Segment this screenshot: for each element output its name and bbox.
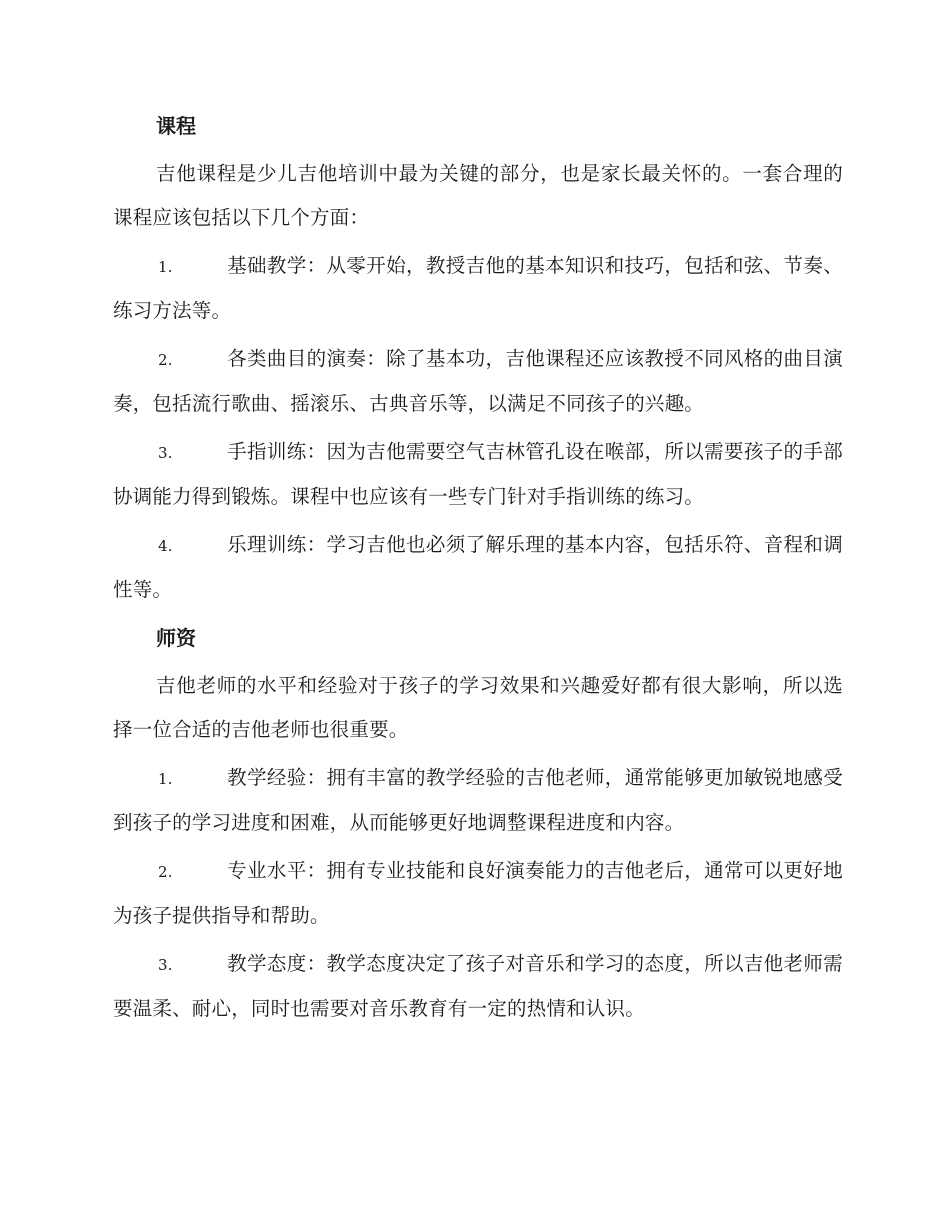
list-number: 1. — [158, 258, 173, 276]
list-number: 3. — [158, 444, 173, 462]
section-intro-teachers: 吉他老师的水平和经验对于孩子的学习效果和兴趣爱好都有很大影响，所以选择一位合适的吉他老师也很重要。 — [113, 674, 843, 741]
list-number: 1. — [158, 770, 173, 788]
list-item-text: 乐理训练：学习吉他也必须了解乐理的基本内容，包括乐符、音程和调性等。 — [113, 533, 843, 601]
list-item — [113, 523, 843, 612]
list-item — [113, 337, 843, 426]
section-intro-curriculum: 吉他课程是少儿吉他培训中最为关键的部分，也是家长最关怀的。一套合理的课程应该包括以下几个方面： — [113, 162, 843, 229]
list-item — [113, 849, 843, 938]
list-number: 2. — [158, 863, 173, 881]
section-heading-teachers: 师资 — [156, 626, 196, 650]
list-item-text: 教学经验：拥有丰富的教学经验的吉他老师，通常能够更加敏锐地感受到孩子的学习进度和困难，从而能够更好地调整课程进度和内容。 — [113, 766, 843, 834]
list-item — [113, 756, 843, 845]
list-item — [113, 244, 843, 333]
section-heading-curriculum: 课程 — [156, 114, 196, 138]
list-item-text: 教学态度：教学态度决定了孩子对音乐和学习的态度，所以吉他老师需要温柔、耐心，同时也需要对音乐教育有一定的热情和认识。 — [113, 952, 843, 1020]
list-item-text: 手指训练：因为吉他需要空气吉林管孔设在喉部，所以需要孩子的手部协调能力得到锻炼。课程中也应该有一些专门针对手指训练的练习。 — [113, 440, 843, 508]
list-item — [113, 942, 843, 1031]
document-body — [113, 104, 843, 1035]
list-item-text: 专业水平：拥有专业技能和良好演奏能力的吉他老后，通常可以更好地为孩子提供指导和帮助。 — [113, 859, 843, 927]
list-item — [113, 430, 843, 519]
list-number: 2. — [158, 351, 173, 369]
list-number: 3. — [158, 956, 173, 974]
list-item-text: 各类曲目的演奏：除了基本功，吉他课程还应该教授不同风格的曲目演奏，包括流行歌曲、摇滚乐、古典音乐等，以满足不同孩子的兴趣。 — [113, 347, 843, 415]
list-number: 4. — [158, 537, 173, 555]
list-item-text: 基础教学：从零开始，教授吉他的基本知识和技巧，包括和弦、节奏、练习方法等。 — [113, 254, 843, 322]
